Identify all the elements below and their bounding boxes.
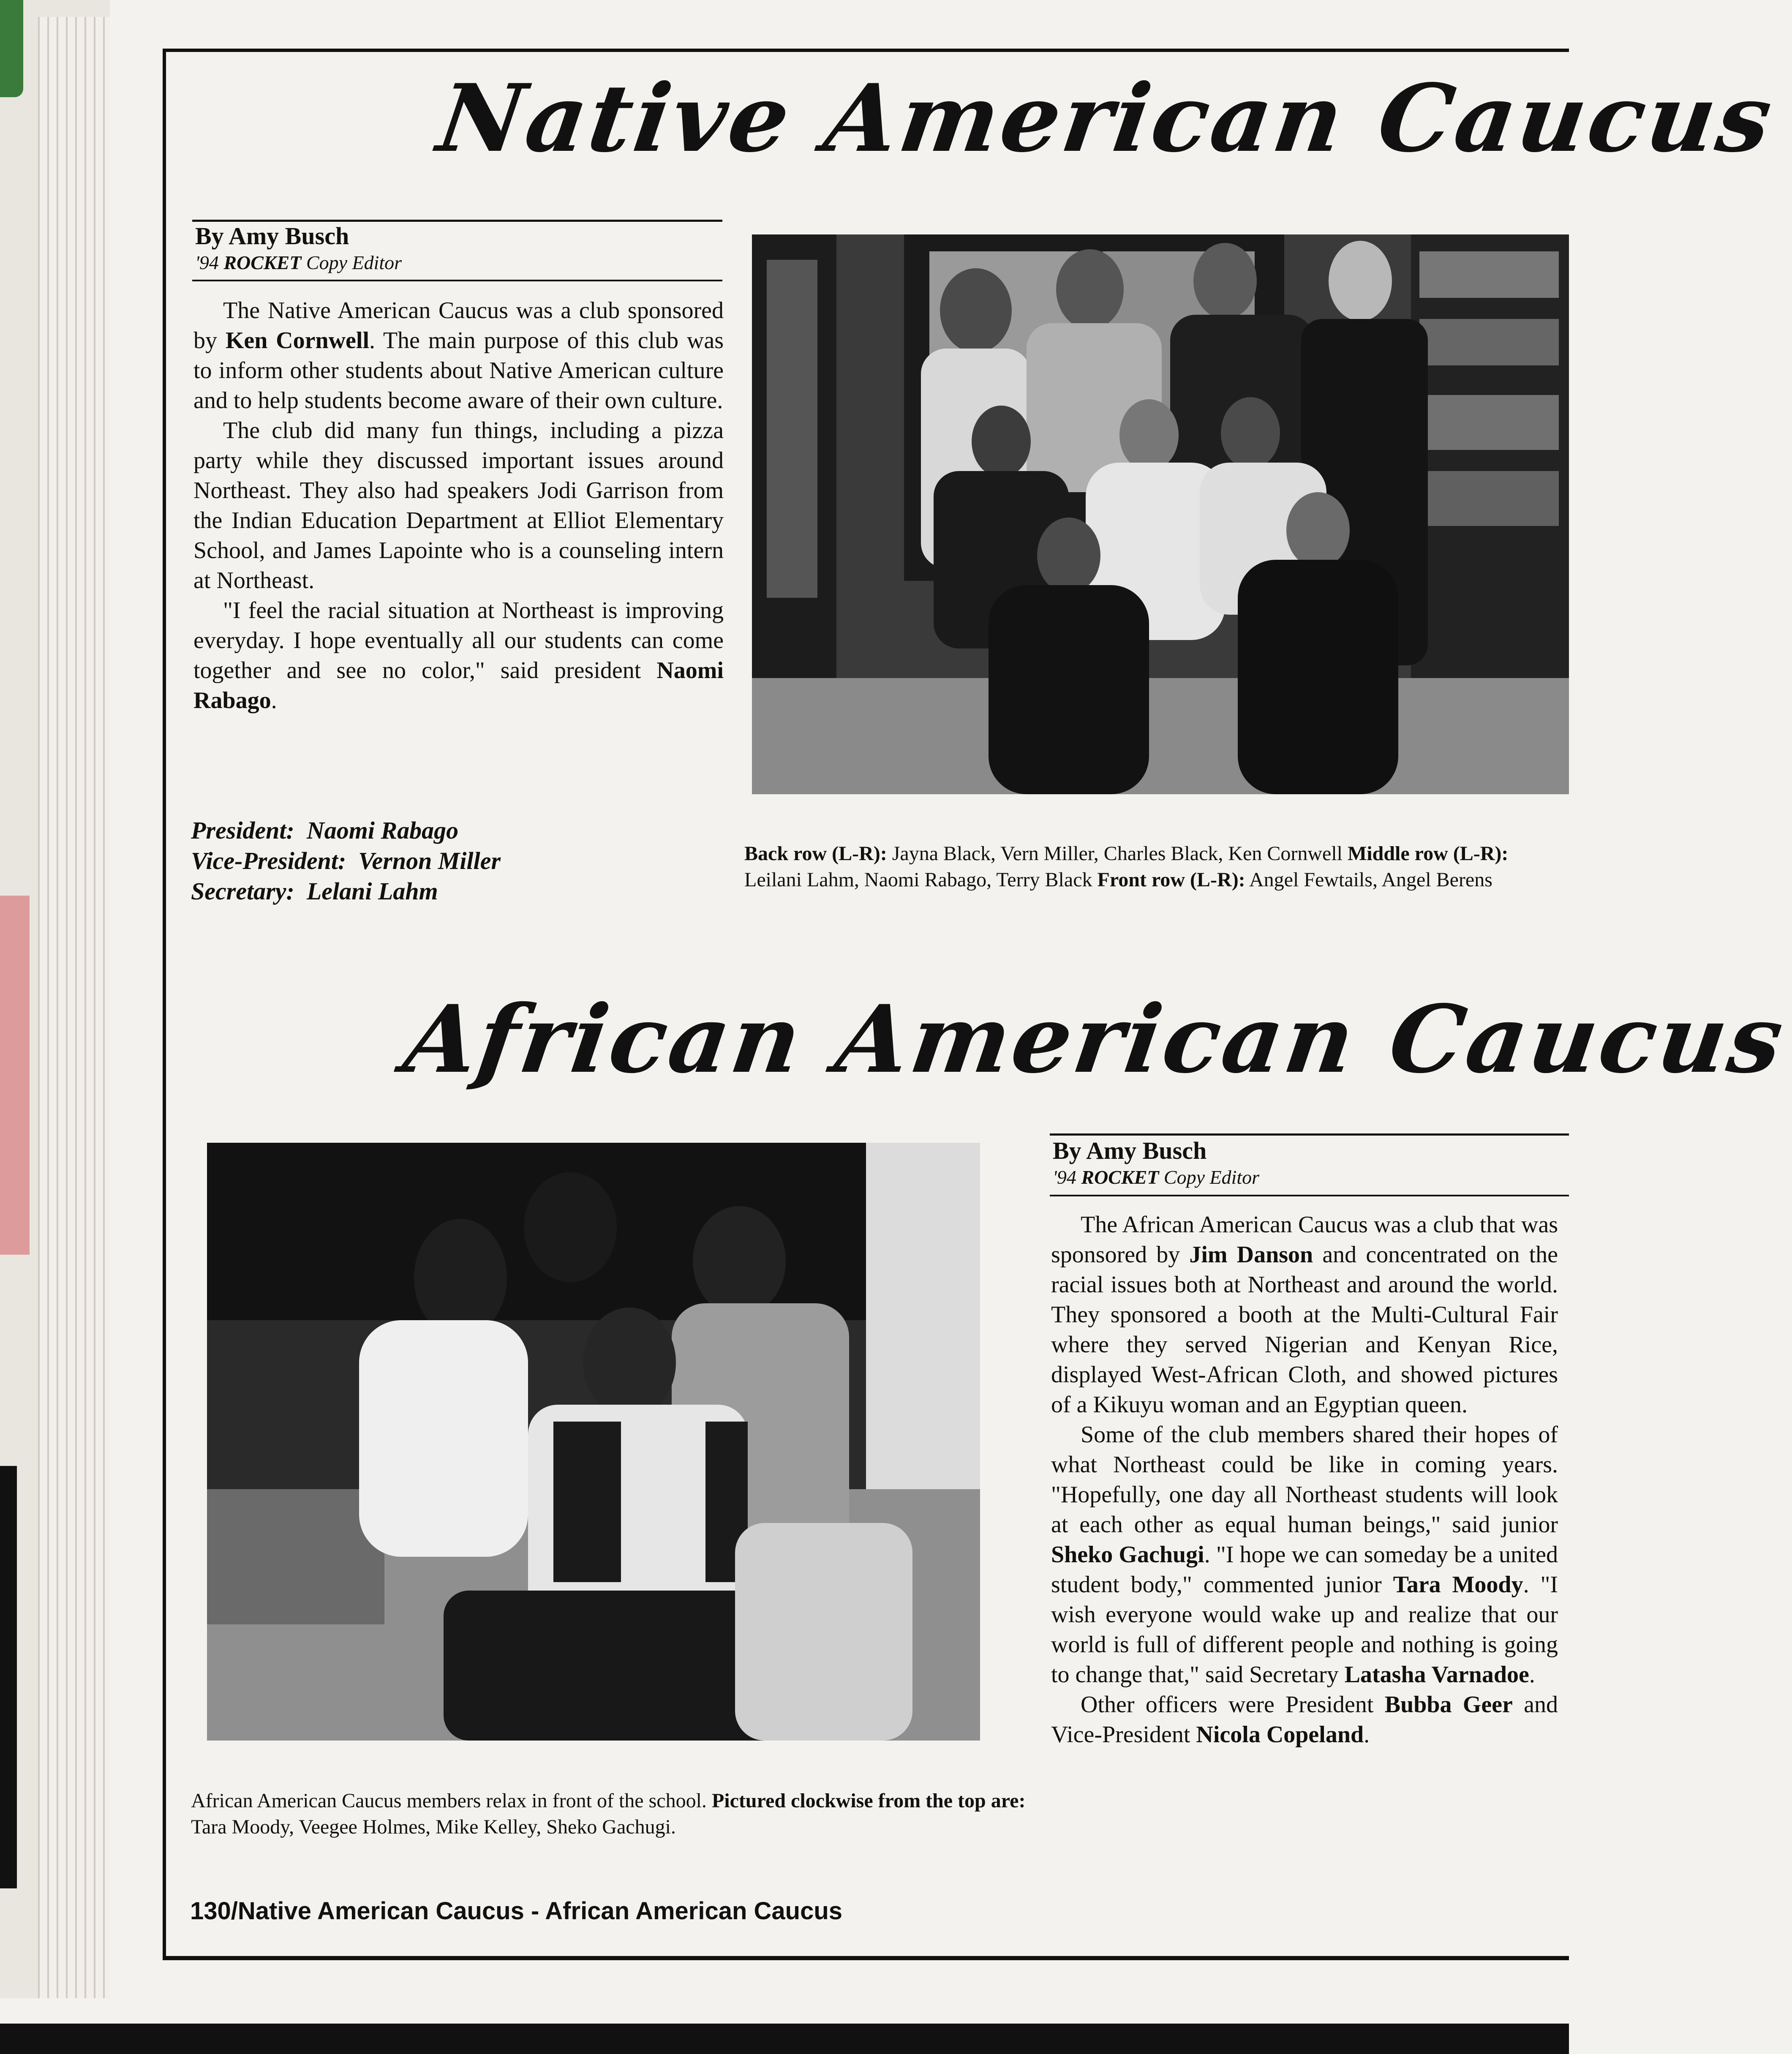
native-paragraph-3: "I feel the racial situation at Northeast is improving everyday. I hope eventually all our students can come together and see no color," said president Naomi Rabago. xyxy=(193,597,724,714)
page-edges xyxy=(38,17,110,2019)
officer-vice-president: Vice-President: Vernon Miller xyxy=(191,847,501,874)
african-article-body xyxy=(1051,1210,1558,1750)
african-paragraph-3: Other officers were President Bubba Geer and Vice-President Nicola Copeland. xyxy=(1051,1692,1558,1748)
native-byline-rule-bottom xyxy=(192,280,722,281)
native-group-photo xyxy=(752,234,1569,794)
african-byline: By Amy Busch xyxy=(1053,1137,1207,1164)
african-photo-caption: African American Caucus members relax in front of the school. Pictured clockwise from the top are: Tara Moody, Veegee Holmes, Mike Kelley, Sheko Gachugi. xyxy=(191,1790,1026,1838)
native-title: Native American Caucus xyxy=(431,63,1781,173)
page-bottom-margin xyxy=(0,1998,1569,2024)
native-byline: By Amy Busch xyxy=(195,222,349,250)
native-article-body xyxy=(193,296,724,716)
native-byline-role: '94 ROCKET Copy Editor xyxy=(195,252,402,273)
african-byline-rule xyxy=(1050,1133,1569,1136)
spine-tab-dark xyxy=(0,1466,17,1888)
african-paragraph-1: The African American Caucus was a club that was sponsored by Jim Danson and concentrated on the racial issues both at Northeast and around the world. They sponsored a booth at the Multi-Cultural Fair where they served Nigerian and Kenyan Rice, displayed West-African Cloth, and showed pictures of a Kikuyu woman and an Egyptian queen. xyxy=(1051,1212,1558,1418)
african-byline-rule-bottom xyxy=(1050,1195,1569,1196)
african-group-photo xyxy=(207,1143,980,1741)
page-folio: 130/Native American Caucus - African American Caucus xyxy=(190,1897,843,1925)
african-paragraph-2: Some of the club members shared their hopes of what Northeast could be like in coming years. "Hopefully, one day all Northeast students will look at each other as equal human beings," said junior Sheko Gachugi. "I hope we can someday be a united student body," commented junior Tara Moody. "I wish everyone would wake up and realize that our world is full of different people and nothing is going to change that," said Secretary Latasha Varnadoe. xyxy=(1051,1422,1558,1688)
page-bottom-edge xyxy=(0,2024,1569,2054)
african-title: African American Caucus xyxy=(398,984,1792,1094)
native-photo-caption: Back row (L-R): Jayna Black, Vern Miller, Charles Black, Ken Cornwell Middle row (L-R): Leilani Lahm, Naomi Rabago, Terry Black Front row (L-R): Angel Fewtails, Angel Berens xyxy=(744,842,1509,891)
spine-tab-green xyxy=(0,0,23,97)
spine-tab-pink xyxy=(0,896,30,1255)
african-byline-role: '94 ROCKET Copy Editor xyxy=(1053,1166,1260,1188)
native-paragraph-2: The club did many fun things, including a pizza party while they discussed important issues around Northeast. They also had speakers Jodi Garrison from the Indian Education Department at Elliot Elementary School, and James Lapointe who is a counseling intern at Northeast. xyxy=(193,417,724,594)
native-paragraph-1: The Native American Caucus was a club sponsored by Ken Cornwell. The main purpose of this club was to inform other students about Native American culture and to help students become aware of their own culture. xyxy=(193,297,724,414)
officer-secretary: Secretary: Lelani Lahm xyxy=(191,877,438,905)
officer-president: President: Naomi Rabago xyxy=(191,817,459,844)
native-officers xyxy=(191,815,732,907)
